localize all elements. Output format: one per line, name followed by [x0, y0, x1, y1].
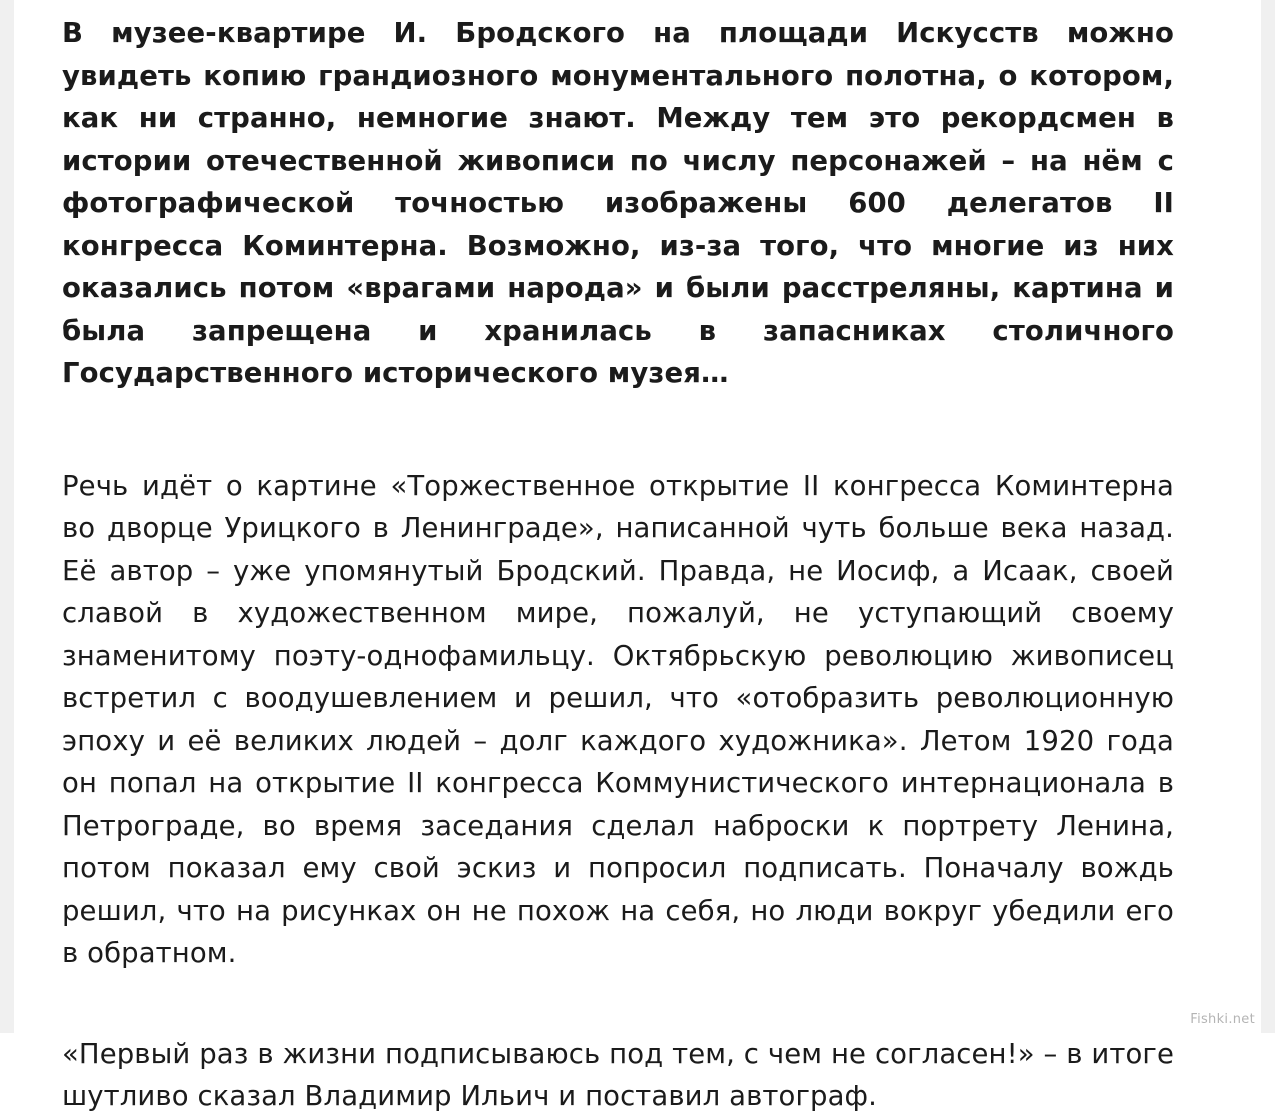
body-paragraph-1: Речь идёт о картине «Торжественное открытие II конгресса Коминтерна во дворце Урицкого в Ленинграде», написанной чуть больше века назад. Её автор – уже упомянутый Бродский. Правда, не Иосиф, а Исаак, своей славой в художественном мире, пожалуй, не уступающий своему знаменитому поэту-однофамильцу. Октябрьскую революцию живописец встретил с воодушевлением и решил, что «отобразить революционную эпоху и её великих людей – долг каждого художника». Летом 1920 года он попал на открытие II конгресса Коммунистического интернационала в Петрограде, во время заседания сделал наброски к портрету Ленина, потом показал ему свой эскиз и попросил подписать. Поначалу вождь решил, что на рисунках он не похож на себя, но люди вокруг убедили его в обратном.	[62, 469, 1174, 969]
page-left-margin	[0, 0, 14, 1033]
body-paragraph-2: «Первый раз в жизни подписываюсь под тем, с чем не согласен!» – в итоге шутливо сказал Владимир Ильич и поставил автограф.	[62, 1037, 1174, 1112]
paragraph-spacer	[62, 395, 1174, 465]
article-body	[62, 0, 1174, 1118]
watermark-label: Fishki.net	[1190, 1012, 1255, 1027]
lead-paragraph: В музее-квартире И. Бродского на площади Искусств можно увидеть копию грандиозного монументального полотна, о котором, как ни странно, немногие знают. Между тем это рекордсмен в истории отечественной живописи по числу персонажей – на нём с фотографической точностью изображены 600 делегатов II конгресса Коминтерна. Возможно, из-за того, что многие из них оказались потом «врагами народа» и были расстреляны, картина и была запрещена и хранилась в запасниках столичного Государственного исторического музея…	[62, 17, 1174, 389]
paragraph-spacer	[62, 975, 1174, 1033]
page-right-margin	[1261, 0, 1275, 1033]
